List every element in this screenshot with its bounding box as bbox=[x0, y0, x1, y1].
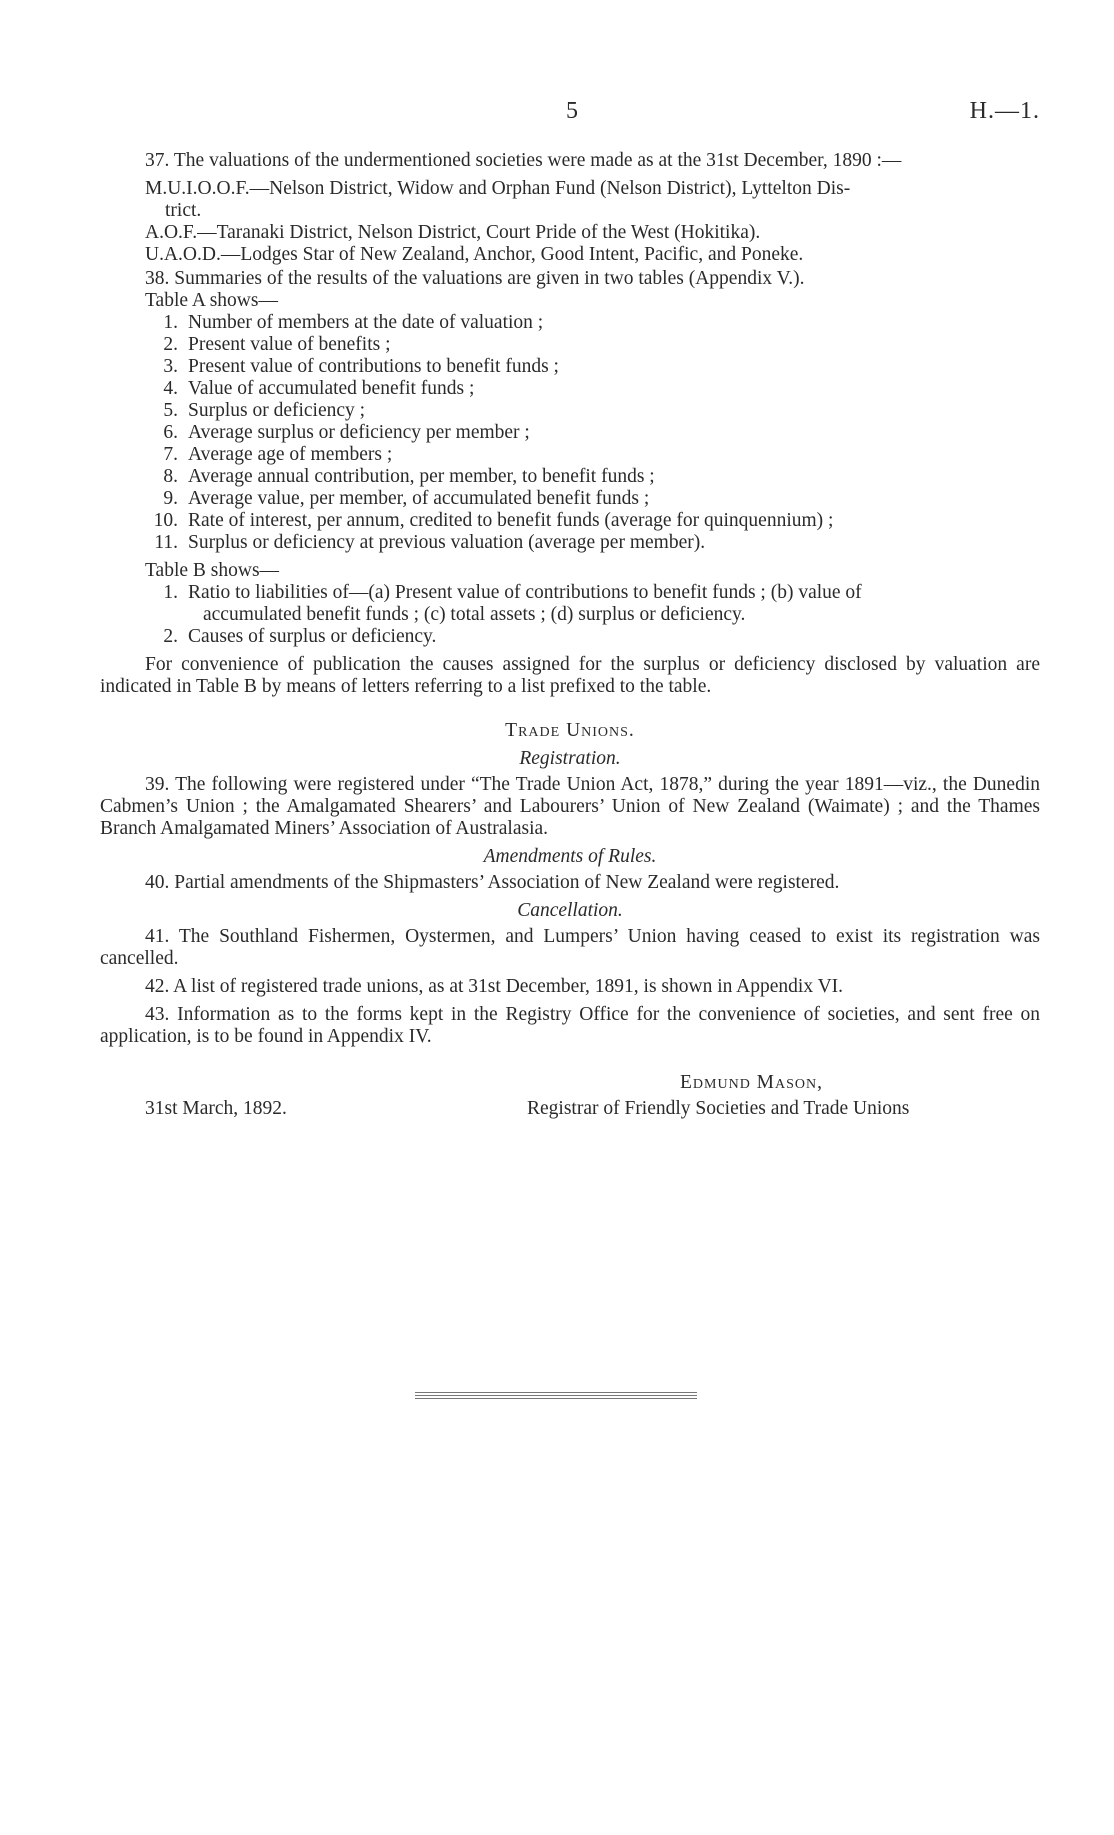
paragraph-40: 40. Partial amendments of the Shipmasters’ Association of New Zealand were registered. bbox=[145, 872, 840, 893]
society-aof: A.O.F.—Taranaki District, Nelson District, Court Pride of the West (Hokitika). bbox=[145, 222, 761, 243]
table-b-item1-line1: Ratio to liabilities of—(a) Present value of contributions to benefit funds ; (b) value of bbox=[188, 582, 862, 603]
society-mu-ioof-line1: M.U.I.O.O.F.—Nelson District, Widow and Orphan Fund (Nelson District), Lyttelton Dis- bbox=[145, 178, 851, 199]
signature-date: 31st March, 1892. bbox=[145, 1098, 287, 1119]
paragraph-38: 38. Summaries of the results of the valuations are given in two tables (Appendix V.). bbox=[145, 268, 805, 289]
signature-block bbox=[100, 1070, 1040, 1130]
convenience-paragraph: For convenience of publication the causes assigned for the surplus or deficiency disclosed by valuation are indicated in Table B by means of letters referring to a list prefixed to the table. bbox=[100, 654, 1040, 697]
list-item: 3. Present value of contributions to benefit funds ; bbox=[163, 356, 559, 377]
list-item: 2. Present value of benefits ; bbox=[163, 334, 391, 355]
table-b-label: Table B shows— bbox=[145, 560, 280, 581]
society-uaod: U.A.O.D.—Lodges Star of New Zealand, Anchor, Good Intent, Pacific, and Poneke. bbox=[145, 244, 804, 265]
paragraph-42: 42. A list of registered trade unions, as at 31st December, 1891, is shown in Appendix VI. bbox=[145, 976, 844, 997]
list-item: 6. Average surplus or deficiency per member ; bbox=[163, 422, 530, 443]
page-number: 5 bbox=[566, 98, 578, 124]
table-b-list bbox=[100, 582, 1040, 648]
paragraph-37: 37. The valuations of the undermentioned societies were made as at the 31st December, 1890 :— bbox=[145, 150, 902, 171]
signature-title: Registrar of Friendly Societies and Trade Unions bbox=[527, 1098, 910, 1119]
trade-unions-heading: Trade Unions. bbox=[505, 720, 635, 741]
list-item: 9. Average value, per member, of accumulated benefit funds ; bbox=[163, 488, 650, 509]
list-item: 4. Value of accumulated benefit funds ; bbox=[163, 378, 475, 399]
list-item: 1. Ratio to liabilities of—(a) Present value of contributions to benefit funds ; (b) value of accumulated benefit funds ; (c) total assets ; (d) surplus or deficiency. bbox=[100, 582, 1040, 626]
paragraph-43: 43. Information as to the forms kept in the Registry Office for the convenience of societies, and sent free on application, is to be found in Appendix IV. bbox=[100, 1004, 1040, 1047]
registration-heading: Registration. bbox=[519, 748, 621, 769]
closing-rule bbox=[415, 1392, 697, 1400]
amendments-heading: Amendments of Rules. bbox=[483, 846, 657, 867]
list-item: 8. Average annual contribution, per member, to benefit funds ; bbox=[163, 466, 655, 487]
list-item: 10. Rate of interest, per annum, credited to benefit funds (average for quinquennium) ; bbox=[153, 510, 834, 531]
table-a-list bbox=[100, 312, 1040, 554]
cancellation-heading: Cancellation. bbox=[517, 900, 623, 921]
signature-name: Edmund Mason, bbox=[680, 1072, 824, 1093]
table-b-item1-line2: accumulated benefit funds ; (c) total assets ; (d) surplus or deficiency. bbox=[203, 604, 746, 625]
list-item: 11. Surplus or deficiency at previous valuation (average per member). bbox=[154, 532, 706, 553]
paragraph-41: 41. The Southland Fishermen, Oystermen, and Lumpers’ Union having ceased to exist its registration was cancelled. bbox=[100, 926, 1040, 969]
list-item: 5. Surplus or deficiency ; bbox=[163, 400, 366, 421]
society-mu-ioof-line2: trict. bbox=[165, 200, 202, 221]
society-mu-ioof bbox=[100, 178, 1040, 222]
paragraph-39: 39. The following were registered under “The Trade Union Act, 1878,” during the year 1891—viz., the Dunedin Cabmen’s Union ; the Amalgamated Shearers’ and Labourers’ Union of New Zealand (Waimate) ; and the Thames Branch Amalgamated Miners’ Association of Australasia. bbox=[100, 774, 1040, 839]
table-a-label: Table A shows— bbox=[145, 290, 278, 311]
list-item: 2. Causes of surplus or deficiency. bbox=[163, 626, 437, 647]
document-id: H.—1. bbox=[969, 98, 1040, 124]
list-item: 7. Average age of members ; bbox=[163, 444, 393, 465]
list-item: 1. Number of members at the date of valuation ; bbox=[163, 312, 544, 333]
document-body bbox=[100, 150, 1040, 1130]
